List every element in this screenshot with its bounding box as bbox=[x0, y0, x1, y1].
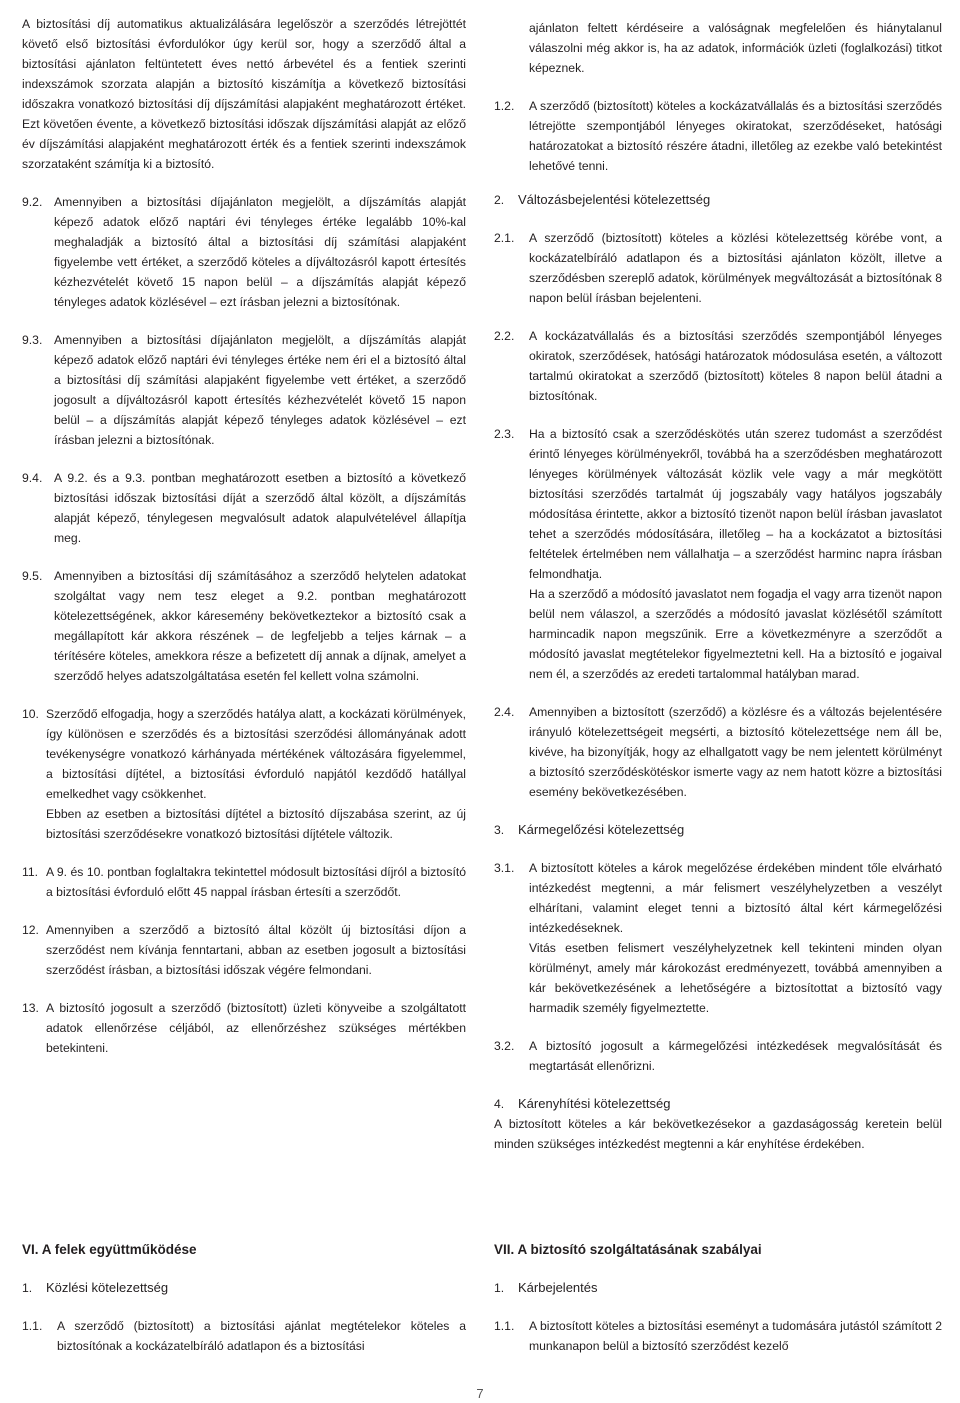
clause-number: 13. bbox=[22, 1001, 39, 1015]
section-title: Kármegelőzési kötelezettség bbox=[518, 822, 685, 837]
clause-number: 1.2. bbox=[494, 99, 515, 113]
clause-3-1 bbox=[494, 858, 942, 1018]
clause-text: Amennyiben a biztosítási díj számításához a szerződő helytelen adatokat szolgáltat vagy nem tesz eleget a 9.2. pontban meghatározott kötelezettségének, akkor káresemény bekövetkeztekor a biztosító csak a megállapított kár akkora részének – de legfeljebb a teljes kárnak – a térítésére köteles, amekkora része a befizetett díj annak a díjnak, amelyet a szerződő helyes adatszolgáltatása esetén fel kellett volna számolni. bbox=[54, 569, 466, 683]
clause-number: 1.1. bbox=[494, 1319, 515, 1333]
clause-number: 9.2. bbox=[22, 195, 43, 209]
clause-11 bbox=[22, 862, 466, 902]
clause-text: Ha a biztosító csak a szerződéskötés után szerez tudomást a szerződést érintő lényeges körülményekről, továbbá ha a szerződésben meghatározott lényeges körülmények változását közlik vele vagy a már megkötött biztosítási szerződés tartalmát új jogszabály vagy hatályos jogszabály módosítása érintette, akkor a biztosító tizenöt napon belül írásban javaslatot tehet a szerződés módosítására, illetőleg – ha a kockázatot a biztosítási feltételek értelmében nem vállalhatja – a szerződést harminc napra írásban felmondhatja. bbox=[529, 427, 942, 581]
section-title: Kárenyhítési kötelezettség bbox=[518, 1096, 671, 1111]
section-heading-3 bbox=[494, 820, 942, 840]
clause-text-continued: Ha a szerződő a módosító javaslatot nem fogadja el vagy arra tizenöt napon belül nem válaszol, a szerződés a módosító javaslat közlésétől számított harmincadik napon megszűnik. Erre a következményre a szerződőt a módosító javaslat megtételekor figyelmeztetni kell. Ha a biztosító e jogaival nem él, a szerződés az eredeti tartalommal hatályban marad. bbox=[529, 587, 942, 681]
clause-body bbox=[46, 704, 466, 844]
section-number: 4. bbox=[494, 1097, 505, 1111]
clause-9-5 bbox=[22, 566, 466, 686]
clause-number: 9.4. bbox=[22, 471, 43, 485]
clause-1-2 bbox=[494, 96, 942, 176]
clause-number: 2.2. bbox=[494, 329, 515, 343]
section-vi bbox=[22, 1240, 466, 1356]
clause-13 bbox=[22, 998, 466, 1058]
clause-text: A szerződő (biztosított) köteles a közlési kötelezettség körébe vont, a kockázatelbíráló adatlapon és a biztosítási ajánlaton közölt, illetve a szerződésben szereplő adatok, körülmények megváltozását a biztosítónak 8 napon belül írásban bejelenteni. bbox=[529, 231, 942, 305]
clause-text: A 9.2. és a 9.3. pontban meghatározott esetben a biztosító a következő biztosítási időszak biztosítási díját a szerződő által közölt, a díjszámítás alapját képező, ténylegesen megvalósult adatok alapulvételével állapítja meg. bbox=[54, 471, 466, 545]
section-number: 1. bbox=[22, 1281, 33, 1295]
clause-text: Szerződő elfogadja, hogy a szerződés hatálya alatt, a kockázati körülmények, így különösen e szerződés és a biztosítási szerződési állományának adott tevékenységre vonatkozó kárhányada mértékének változására figyelemmel, a biztosítási díjtétel, a biztosítási évforduló napjától kezdődő hatállyal emelkedhet vagy csökkenhet. bbox=[46, 707, 466, 801]
clause-text: A biztosító jogosult a szerződő (biztosított) üzleti könyveibe a szolgáltatott adatok ellenőrzése céljából, az ellenőrzéshez szükséges mértékben betekinteni. bbox=[46, 1001, 466, 1055]
clause-number: 10. bbox=[22, 707, 39, 721]
paragraph-damage-mitigation: A biztosított köteles a kár bekövetkezésekor a gazdaságosság keretein belül minden szükséges intézkedést megtenni a kár enyhítése érdekében. bbox=[494, 1117, 942, 1151]
clause-12 bbox=[22, 920, 466, 980]
subsection-heading bbox=[494, 1278, 942, 1298]
clause-1-1-continued bbox=[494, 18, 942, 78]
clause-2-4 bbox=[494, 702, 942, 802]
clause-9-3 bbox=[22, 330, 466, 450]
section-title: Kárbejelentés bbox=[518, 1280, 598, 1295]
section-number: 2. bbox=[494, 193, 505, 207]
clause-number: 9.5. bbox=[22, 569, 43, 583]
left-column bbox=[22, 14, 466, 1058]
chapter-heading: VII. A biztosító szolgáltatásának szabályai bbox=[494, 1242, 762, 1257]
clause-number: 2.1. bbox=[494, 231, 515, 245]
clause-number: 3.1. bbox=[494, 861, 515, 875]
clause-2-2 bbox=[494, 326, 942, 406]
page-number: 7 bbox=[476, 1386, 484, 1401]
clause-text: A biztosított köteles a károk megelőzése érdekében mindent tőle elvárható intézkedést megtenni, a már felismert veszélyhelyzetben a veszélyt elhárítani, valamint eleget tenni a biztosító által kért kármegelőzési intézkedéseknek. bbox=[529, 861, 942, 935]
clause-number: 2.3. bbox=[494, 427, 515, 441]
subsection-heading bbox=[22, 1278, 466, 1298]
clause-text: A kockázatvállalás és a biztosítási szerződés szempontjából lényeges okiratok, szerződések, hatósági határozatok módosulása esetén, a változott tartalmú okiratokat a szerződő (biztosított) köteles 8 napon belül átadni a biztosítónak. bbox=[529, 329, 942, 403]
clause-9-2 bbox=[22, 192, 466, 312]
chapter-heading: VI. A felek együttműködése bbox=[22, 1242, 197, 1257]
clause-2-3 bbox=[494, 424, 942, 684]
section-heading-4 bbox=[494, 1094, 942, 1114]
section-number: 1. bbox=[494, 1281, 505, 1295]
clause-number: 11. bbox=[22, 865, 39, 879]
clause-number: 3.2. bbox=[494, 1039, 515, 1053]
clause-vii-1-1 bbox=[494, 1316, 942, 1356]
clause-10 bbox=[22, 704, 466, 844]
section-vii bbox=[494, 1240, 942, 1356]
clause-text-continued: Ebben az esetben a biztosítási díjtétel a biztosító díjszabása szerint, az új biztosítási szerződésekre vonatkozó biztosítási díjtétele változik. bbox=[46, 807, 466, 841]
right-column bbox=[494, 18, 942, 1154]
clause-text: A 9. és 10. pontban foglaltakra tekintettel módosult biztosítási díjról a biztosító a biztosítási évforduló előtt 45 nappal írásban értesíti a szerződőt. bbox=[46, 865, 466, 899]
clause-text: ajánlaton feltett kérdéseire a valóságnak megfelelően és hiánytalanul válaszolni még akkor is, ha az adatok, információk üzleti (foglalkozási) titkot képeznek. bbox=[529, 21, 942, 75]
clause-text: Amennyiben a biztosítási díjajánlaton megjelölt, a díjszámítás alapját képező adatok előző naptári évi tényleges értéke legalább 10%-kal meghaladják a biztosító által a biztosítási díj számítási alapjaként figyelembe vett értéket, a szerződő köteles a díjváltozásról kapott értesítés kézhezvételét követő 15 napon belül – a díjszámítás alapját képező tényleges adatok közlésével – ezt írásban jelezni a biztosítónak. bbox=[54, 195, 466, 309]
clause-text: Amennyiben a biztosítási díjajánlaton megjelölt, a díjszámítás alapját képező adatok előző naptári évi tényleges értéke nem éri el a biztosító által a biztosítási díj számítási alapjaként figyelembe vett értéket, a szerződő jogosult a díjváltozásról kapott értesítés kézhezvételét követő 15 napon belül – a díjszámítás alapját képező tényleges adatok közlésével – ezt írásban jelezni a biztosítónak. bbox=[54, 333, 466, 447]
clause-9-4 bbox=[22, 468, 466, 548]
clause-body bbox=[529, 424, 942, 684]
clause-text: Amennyiben a szerződő a biztosító által közölt új biztosítási díjon a szerződést nem kívánja fenntartani, abban az esetben jogosult a biztosítási szerződést írásban, a biztosítási időszak végére felmondani. bbox=[46, 923, 466, 977]
clause-3-2 bbox=[494, 1036, 942, 1076]
section-title: Közlési kötelezettség bbox=[46, 1280, 169, 1295]
clause-number: 2.4. bbox=[494, 705, 515, 719]
clause-text: A szerződő (biztosított) köteles a kockázatvállalás és a biztosítási szerződés létrejötte szempontjából lényeges okiratokat, szerződéseket, hatósági határozatokat a biztosító részére átadni, illetőleg az ezekbe való betekintést lehetővé tenni. bbox=[529, 99, 942, 173]
clause-text: Amennyiben a biztosított (szerződő) a közlésre és a változás bejelentésére irányuló kötelezettségeit megsérti, a biztosító kötelezettsége nem áll be, kivéve, ha bizonyítják, hogy az elhallgatott vagy be nem jelentett körülményt a biztosító szerződéskötéskor ismerte vagy az nem hatott közre a biztosítási esemény bekövetkezésében. bbox=[529, 705, 942, 799]
section-number: 3. bbox=[494, 823, 505, 837]
clause-number: 9.3. bbox=[22, 333, 43, 347]
clause-text: A biztosító jogosult a kármegelőzési intézkedések megvalósítását és megtartását ellenőrizni. bbox=[529, 1039, 942, 1073]
clause-2-1 bbox=[494, 228, 942, 308]
clause-vi-1-1 bbox=[22, 1316, 466, 1356]
section-title: Változásbejelentési kötelezettség bbox=[518, 192, 711, 207]
clause-number: 12. bbox=[22, 923, 39, 937]
section-heading-2 bbox=[494, 190, 942, 210]
clause-number: 1.1. bbox=[22, 1319, 43, 1333]
clause-text-continued: Vitás esetben felismert veszélyhelyzetnek kell tekinteni minden olyan körülményt, amely már károkozást eredményezett, továbbá amennyiben a kár bekövetkezésének a lehetőségére a biztosítottat a biztosító vagy harmadik személy figyelmeztette. bbox=[529, 941, 942, 1015]
paragraph-index-calculation: A biztosítási díj automatikus aktualizálására legelőször a szerződés létrejöttét követő első biztosítási évfordulókor úgy kerül sor, hogy a szerződő által a biztosítási ajánlaton feltüntetett éves nettó árbevétel és a fentiek szerinti indexszámok szorzata alapján a biztosító kiszámítja a következő biztosítási időszakra vonatkozó biztosítási díj díjszámítási alapjaként meghatározott értéket. Ezt követően évente, a következő biztosítási időszak díjszámítási alapját az előző év díjszámítási alapjaként meghatározott érték és a fentiek szerinti indexszámok szorzataként számítja ki a biztosító. bbox=[22, 17, 466, 171]
clause-text: A szerződő (biztosított) a biztosítási ajánlat megtételekor köteles a biztosítónak a kockázatelbíráló adatlapon és a biztosítási bbox=[57, 1319, 466, 1353]
clause-body bbox=[529, 858, 942, 1018]
clause-text: A biztosított köteles a biztosítási eseményt a tudomására jutástól számított 2 munkanapon belül a biztosító szerződést kezelő bbox=[529, 1319, 942, 1353]
